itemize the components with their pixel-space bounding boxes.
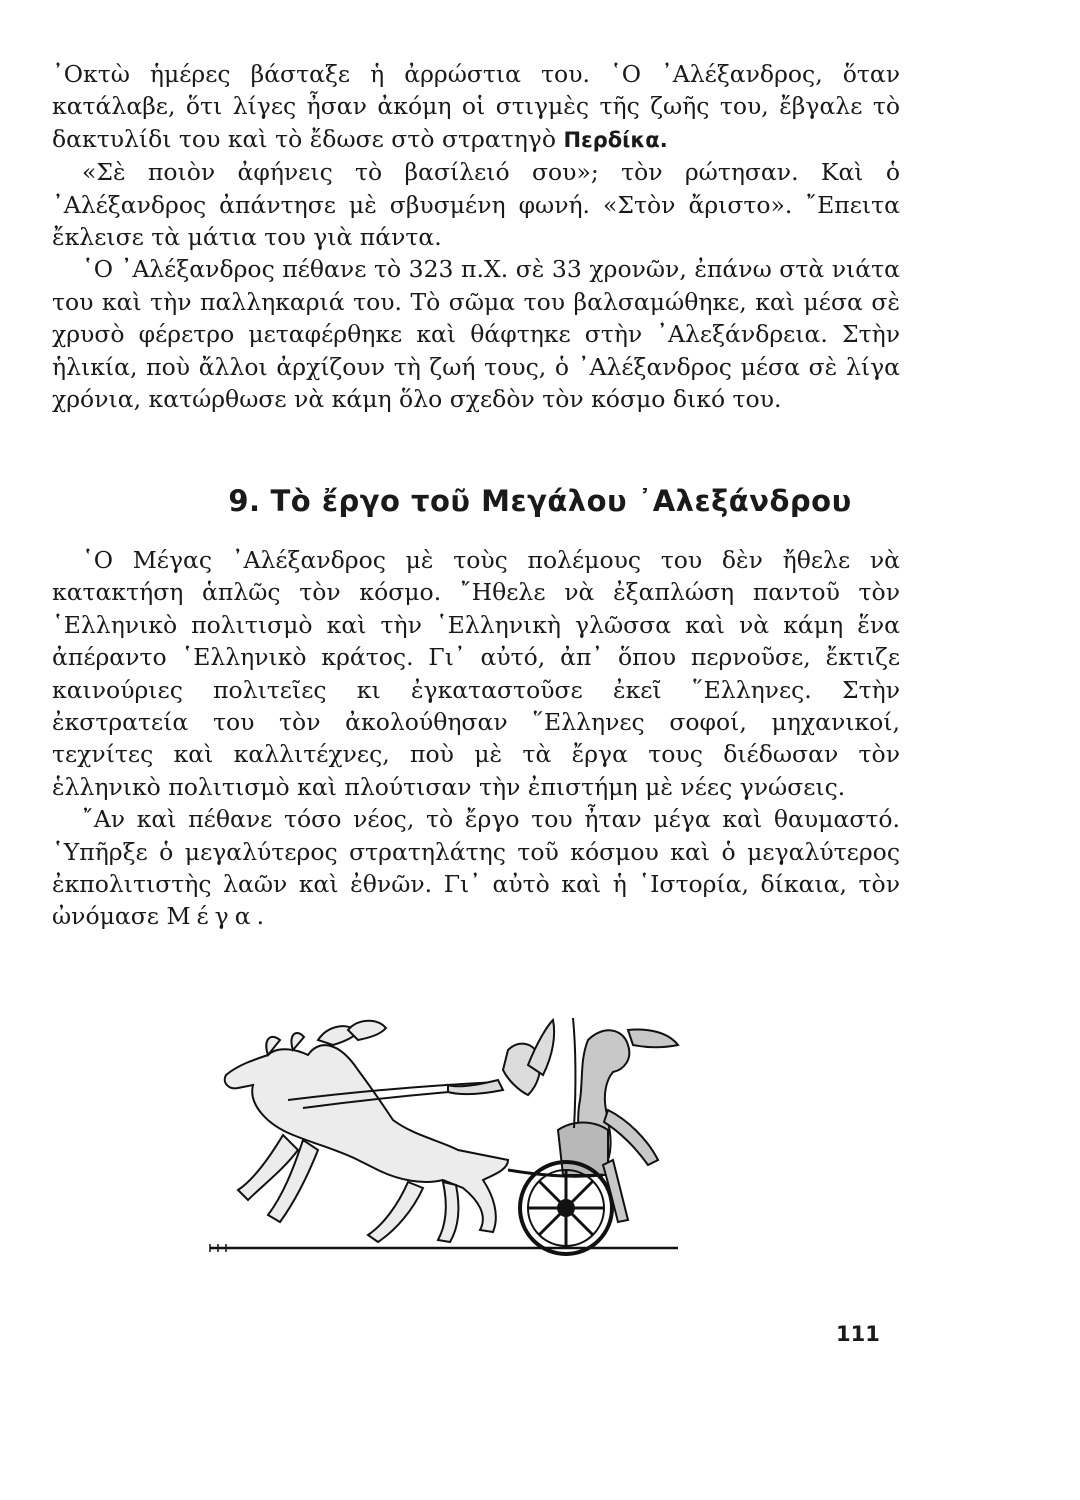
paragraph <box>52 58 900 156</box>
section-heading <box>0 484 1080 518</box>
chariot-wheel-icon <box>508 1162 612 1254</box>
paragraph-text: ῎Αν καὶ πέθανε τόσο νέος, τὸ ἔργο του ἦταν μέγα καὶ θαυμαστό. ῾Υπῆρξε ὁ μεγαλύτερος στρατηλάτης τοῦ κόσμου καὶ ὁ μεγαλύτερος ἐκπολιτιστὴς λαῶν καὶ ἐθνῶν. Γι᾿ αὐτὸ καὶ ἡ ῾Ιστορία, δίκαια, τὸν ὠνόμασε <box>52 805 900 931</box>
paragraph-text: ᾿Οκτὼ ἡμέρες βάσταξε ἡ ἀρρώστια του. ῾Ο ᾿Αλέξανδρος, ὅταν κατάλαβε, ὅτι λίγες ἦσαν ἀκόμη οἱ στιγμὲς τῆς ζωῆς του, ἔβγαλε τὸ δακτυλίδι του καὶ τὸ ἔδωσε στὸ στρατηγὸ <box>52 60 900 153</box>
horses-icon <box>225 1021 508 1242</box>
paragraph <box>52 803 900 933</box>
page-number: 111 <box>836 1322 880 1346</box>
charioteer-icon <box>558 1018 678 1222</box>
section-title: Τὸ ἔργο τοῦ Μεγάλου ᾿Αλεξάνδρου <box>270 484 852 518</box>
text-block-legacy <box>52 544 900 933</box>
perdikas-name: Περδίκα. <box>563 127 668 152</box>
section-number: 9. <box>228 484 261 518</box>
megas-spaced: Μέγα. <box>166 902 271 931</box>
chariot-illustration <box>208 1010 708 1260</box>
paragraph: «Σὲ ποιὸν ἀφήνεις τὸ βασίλειό σου»; τὸν ρώτησαν. Καὶ ὁ ᾿Αλέξανδρος ἀπάντησε μὲ σβυσμένη φωνή. «Στὸν ἄριστο». ῎Επειτα ἔκλεισε τὰ μάτια του γιὰ πάντα. <box>52 158 900 252</box>
paragraph: ῾Ο ᾿Αλέξανδρος πέθανε τὸ 323 π.Χ. σὲ 33 χρονῶν, ἐπάνω στὰ νιάτα του καὶ τὴν παλληκαριά του. Τὸ σῶμα του βαλσαμώθηκε, καὶ μέσα σὲ χρυσὸ φέρετρο μεταφέρθηκε καὶ θάφτηκε στὴν ᾿Αλεξάνδρεια. Στὴν ἡλικία, ποὺ ἄλλοι ἀρχίζουν τὴ ζωή τους, ὁ ᾿Αλέξανδρος μέσα σὲ λίγα χρόνια, κατώρθωσε νὰ κάμη ὅλο σχεδὸν τὸν κόσμο δικό του. <box>52 255 900 414</box>
text-block-death <box>52 58 900 415</box>
ground-line <box>210 1244 678 1252</box>
paragraph: ῾Ο Μέγας ᾿Αλέξανδρος μὲ τοὺς πολέμους του δὲν ἤθελε νὰ κατακτήση ἁπλῶς τὸν κόσμο. ῎Ηθελε νὰ ἐξαπλώση παντοῦ τὸν ῾Ελληνικὸ πολιτισμὸ καὶ τὴν ῾Ελληνικὴ γλῶσσα καὶ νὰ κάμη ἕνα ἀπέραντο ῾Ελληνικὸ κράτος. Γι᾿ αὐτό, ἀπ᾿ ὅπου περνοῦσε, ἔκτιζε καινούριες πολιτεῖες κι ἐγκαταστοῦσε ἐκεῖ ῞Ελληνες. Στὴν ἐκστρατεία του τὸν ἀκολούθησαν ῞Ελληνες σοφοί, μηχανικοί, τεχνίτες καὶ καλλιτέχνες, ποὺ μὲ τὰ ἔργα τους διέδωσαν τὸν ἑλληνικὸ πολιτισμὸ καὶ πλούτισαν τὴν ἐπιστήμη μὲ νέες γνώσεις. <box>52 546 900 801</box>
